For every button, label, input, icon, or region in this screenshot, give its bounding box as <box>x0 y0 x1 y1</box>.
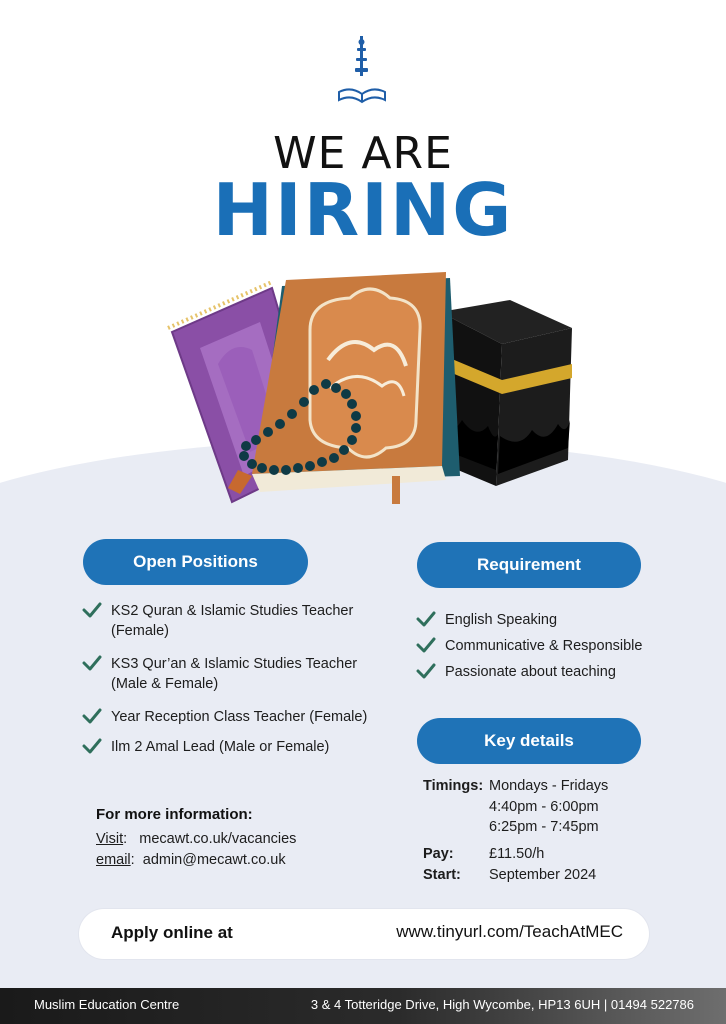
position-detail: (Female) <box>111 623 170 639</box>
open-positions-heading: Open Positions <box>83 539 308 585</box>
list-item <box>82 654 402 694</box>
check-icon <box>416 637 436 653</box>
mosque-crescent-logo <box>329 34 395 118</box>
more-information <box>96 806 386 871</box>
list-item <box>416 662 696 682</box>
headline-hiring: HIRING <box>212 168 514 252</box>
footer-address: 3 & 4 Totteridge Drive, High Wycombe, HP13 6UH | 01494 522786 <box>310 997 694 1012</box>
apply-label: Apply online at <box>111 923 233 942</box>
pay-label: Pay: <box>423 846 454 862</box>
visit-link[interactable]: mecawt.co.uk/vacancies <box>139 831 297 847</box>
check-icon <box>416 663 436 679</box>
check-icon <box>82 708 102 724</box>
position-title: Year Reception Class Teacher (Female) <box>111 709 368 725</box>
start-value: September 2024 <box>489 867 597 883</box>
footer <box>0 988 726 1024</box>
requirement-text: English Speaking <box>445 612 558 628</box>
position-title: KS3 Qur’an & Islamic Studies Teacher <box>111 656 358 672</box>
list-item <box>416 636 696 656</box>
requirement-heading: Requirement <box>417 542 641 588</box>
apply-bar <box>79 909 649 959</box>
check-icon <box>416 611 436 627</box>
footer-organisation: Muslim Education Centre <box>34 997 180 1012</box>
list-item <box>82 737 402 757</box>
hero-illustration <box>160 270 580 520</box>
headline-we-are: WE ARE <box>273 128 453 179</box>
timings-days: Mondays - Fridays <box>489 778 609 794</box>
email-label: email <box>96 852 131 868</box>
start-label: Start: <box>423 867 461 883</box>
list-item <box>82 707 402 727</box>
visit-label: Visit <box>96 831 124 847</box>
position-title: Ilm 2 Amal Lead (Male or Female) <box>111 739 330 755</box>
timings-slot-1: 4:40pm - 6:00pm <box>489 798 599 815</box>
visit-row: Visit: mecawt.co.uk/vacancies <box>96 831 297 847</box>
email-row: email: admin@mecawt.co.uk <box>96 852 286 868</box>
check-icon <box>82 738 102 754</box>
list-item <box>416 610 696 630</box>
timings-slot-2: 6:25pm - 7:45pm <box>489 819 599 835</box>
check-icon <box>82 655 102 671</box>
requirement-list <box>416 610 696 688</box>
position-detail: (Male & Female) <box>111 676 219 692</box>
position-title: KS2 Quran & Islamic Studies Teacher <box>111 603 354 619</box>
list-item <box>82 601 402 641</box>
email-link[interactable]: admin@mecawt.co.uk <box>142 852 286 868</box>
timings-label: Timings: <box>423 778 484 794</box>
key-details-heading: Key details <box>417 718 641 764</box>
open-positions-list <box>82 601 402 757</box>
requirement-text: Passionate about teaching <box>445 664 616 680</box>
pay-value: £11.50/h <box>489 846 545 862</box>
more-info-title: For more information: <box>96 806 253 823</box>
apply-link[interactable]: www.tinyurl.com/TeachAtMEC <box>396 922 623 941</box>
requirement-text: Communicative & Responsible <box>445 638 643 654</box>
check-icon <box>82 602 102 618</box>
